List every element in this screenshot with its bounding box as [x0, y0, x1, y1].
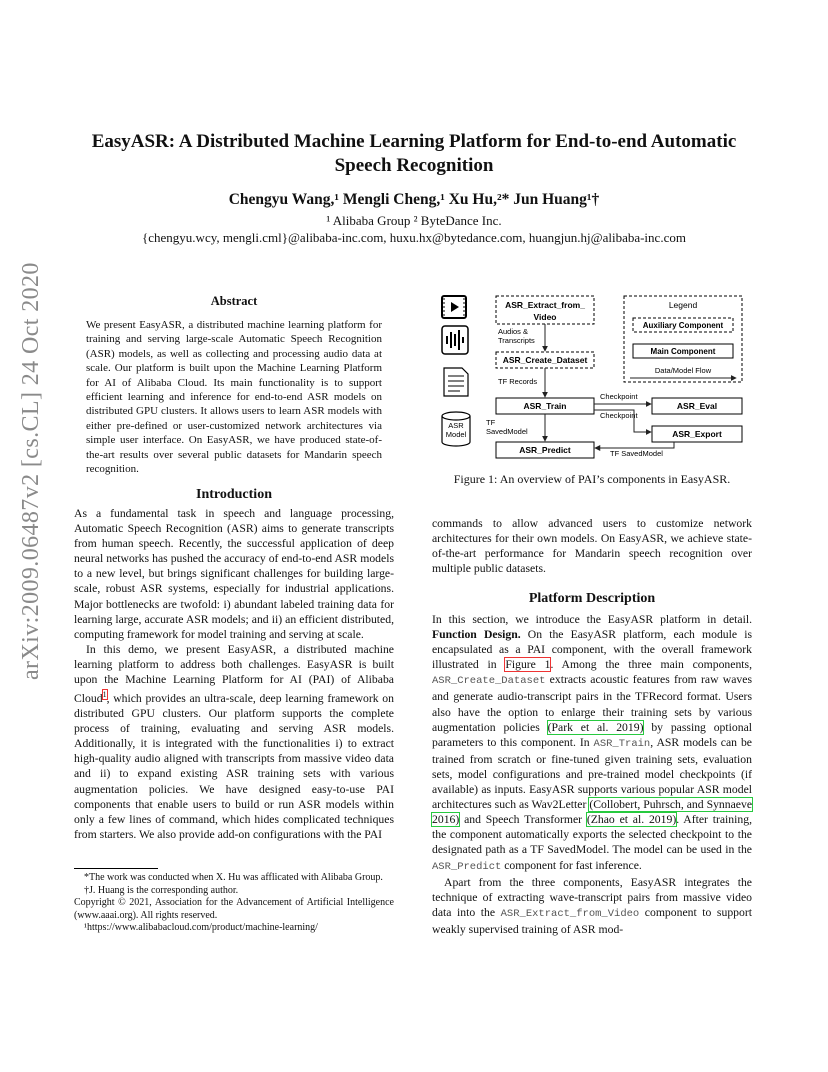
footnote-ref-1[interactable]: 1 [102, 690, 107, 700]
pd-text-j: component for fast inference. [504, 858, 642, 872]
edge-label-tf-savedmodel: TF SavedModel [610, 449, 663, 458]
platform-description-body [432, 612, 752, 937]
legend [624, 296, 742, 382]
box-extract-from-video [496, 296, 594, 324]
abstract-text: We present EasyASR, a distributed machine learning platform for training and serving large-scale Automatic Speech Recognition (ASR) models, as well as collecting and processing audio data at scale. Our platform is built upon the Machine Learning Platform for AI of Alibaba Cloud. Its main functionality is to support efficient learning and inference for end-to-end ASR models on distributed GPU clusters. It allows users to learn ASR models with either pre-defined or user-customized network architectures via simple user interface. On EasyASR, we have produced state-of-the-art results over several public datasets for Mandarin speech recognition. [86, 319, 382, 476]
pd-text-h: and Speech Transformer [464, 813, 583, 827]
intro-p2-text-a: In this demo, we present EasyASR, a distributed machine learning platform to address both challenges. EasyASR is built upon the Machine Learning Platform for AI (PAI) of Alibaba Cloud [74, 642, 394, 706]
box-create-dataset [496, 352, 594, 368]
box-train [496, 398, 594, 414]
footnotes [74, 872, 394, 935]
edge-label-tfrecords: TF Records [498, 377, 538, 386]
intro-paragraph-2 [74, 642, 394, 842]
figure-1-ref[interactable]: Figure 1 [505, 658, 551, 672]
abstract-heading: Abstract [210, 294, 258, 308]
legend-auxiliary: Auxiliary Component [642, 321, 724, 330]
edge-label-tf-2: SavedModel [486, 427, 528, 436]
affiliations: ¹ Alibaba Group ² ByteDance Inc. [326, 213, 502, 228]
edge-label-audios-1: Audios & [498, 327, 529, 336]
pd-text-a: In this section, we introduce the EasyASR platform in detail. [432, 613, 752, 626]
introduction-body [74, 506, 394, 842]
intro-continuation: commands to allow advanced users to customize network architectures for their own models. On EasyASR, we achieve state-of-the-art performance for Mandarin speech recognition over multiple public datasets. [432, 517, 752, 576]
box-predict-label: ASR_Predict [519, 445, 571, 455]
edge-label-audios-2: Transcripts [498, 336, 535, 345]
copyright-notice: Copyright © 2021, Association for the Advancement of Artificial Intelligence (www.aaai.org). All rights reserved. [74, 897, 394, 921]
footnote-1: *The work was conducted when X. Hu was afflicated with Alibaba Group. [84, 872, 383, 883]
citation-zhao[interactable]: (Zhao et al. 2019) [586, 813, 677, 827]
platform-paragraph-1 [432, 612, 752, 875]
edge-label-checkpoint-1: Checkpoint [600, 392, 638, 401]
code-extract-from-video: ASR_Extract_from_Video [500, 907, 640, 920]
pd-text-g: , ASR models can be trained from scratch or fine-tuned given training sets, evaluation sets, model configurations and pre-trained model checkpoints (if available) as inputs. EasyASR supports various popular ASR model architectures such as Wav2Letter [432, 735, 752, 812]
title-line-2: Speech Recognition [334, 155, 494, 176]
arxiv-stamp-text: arXiv:2009.06487v2 [cs.CL] 24 Oct 2020 [18, 262, 44, 680]
code-train: ASR_Train [593, 737, 651, 750]
pd-text-c: On the EasyASR platform, each module is encapsulated as a PAI component, with the overall framework illustrated in [432, 628, 753, 672]
box-export-label: ASR_Export [672, 429, 722, 439]
introduction-heading: Introduction [196, 487, 272, 502]
box-eval [652, 398, 742, 414]
document-icon [444, 368, 468, 396]
pd-text-i: . After training, the component automatically exports the selected checkpoint to the designated path as a TF SavedModel. The model can be used in the [432, 813, 753, 857]
box-extract-label-1: ASR_Extract_from_ [505, 300, 585, 310]
audio-waveform-icon [442, 326, 468, 354]
legend-flow: Data/Model Flow [654, 366, 712, 375]
model-label-line-2: Model [445, 430, 467, 439]
pd-text-d: . Among the three main components, [550, 658, 753, 672]
pd-text-e: extracts acoustic features from raw waves and generate audio-transcript pairs in the TFRecord format. Users also have the option to enlarge their training sets by various augmentation policies [432, 673, 752, 734]
box-predict [496, 442, 594, 458]
title-line-1: EasyASR: A Distributed Machine Learning Platform for End-to-end Automatic [91, 131, 737, 152]
code-create-dataset: ASR_Create_Dataset [432, 675, 546, 688]
pd-text-f: by passing optional parameters to this component. In [432, 720, 753, 749]
function-design-label: Function Design. [432, 628, 521, 642]
right-column-continuation [432, 516, 752, 576]
citation-park[interactable]: (Park et al. 2019) [547, 720, 644, 734]
paper-title [60, 130, 768, 178]
pd2-text-a: Apart from the three components, EasyASR integrates the technique of extracting wave-transcript pairs from massive video data into the [432, 875, 752, 919]
platform-description-heading: Platform Description [528, 591, 656, 606]
authors: Chengyu Wang,¹ Mengli Cheng,¹ Xu Hu,²* Jun Huang¹† [228, 191, 600, 208]
citation-collobert[interactable]: (Collobert, Puhrsch, and Synnaeve 2016) [432, 798, 753, 827]
code-predict: ASR_Predict [432, 860, 502, 873]
footnote-3[interactable]: ¹https://www.alibabacloud.com/product/machine-learning/ [84, 922, 318, 933]
footnote-2: †J. Huang is the corresponding author. [84, 884, 239, 896]
footnote-divider [74, 868, 158, 869]
edge-label-checkpoint-2: Checkpoint [600, 411, 638, 420]
legend-title: Legend [668, 300, 698, 310]
edge-label-tf-1: TF [486, 418, 496, 427]
figure-1-caption: Figure 1: An overview of PAI’s components in EasyASR. [453, 472, 731, 486]
box-create-label: ASR_Create_Dataset [502, 355, 588, 365]
video-icon [442, 296, 466, 318]
arxiv-stamp [10, 262, 55, 680]
pd2-text-b: component to support weakly supervised training of ASR mod- [432, 905, 752, 936]
figure-1-diagram [434, 292, 746, 464]
emails: {chengyu.wcy, mengli.cml}@alibaba-inc.com, huxu.hx@bytedance.com, huangjun.hj@alibaba-inc.com [142, 230, 686, 245]
legend-main: Main Component [650, 347, 716, 356]
intro-p2-text-b: , which provides an ultra-scale, deep learning framework on distributed GPU clusters. Our platform supports the complete process of training, evaluating and serving ASR models. Additionally, it is integrated with the functionalities i) to extract high-quality audio aligned with transcripts from massive video data and ii) to expand existing ASR training sets with various augmentation policies. We have designed easy-to-use PAI components that enable users to build or run ASR models within only a few lines of command, which hides complicated techniques from starters. We also provide add-on configurations with the PAI [74, 692, 394, 841]
intro-paragraph-1: As a fundamental task in speech and language processing, Automatic Speech Recognition (ASR) aims to generate transcripts from human speech. Recently, the successful application of deep neural networks has pushed the accuracy of end-to-end ASR models to a new level, but brings significant challenges for building large-scale, robust ASR systems, especially for industrial applications. Major bottlenecks are twofold: i) abundant labeled training data for learning large, accurate ASR models; and ii) an efficient distributed, computing framework for model training and serving at scale. [74, 507, 394, 641]
database-icon [442, 412, 470, 446]
box-export [652, 426, 742, 442]
platform-paragraph-2 [432, 875, 752, 937]
box-extract-label-2: Video [533, 312, 557, 322]
box-train-label: ASR_Train [523, 401, 567, 411]
model-label-line-1: ASR [448, 421, 464, 430]
box-eval-label: ASR_Eval [676, 401, 718, 411]
